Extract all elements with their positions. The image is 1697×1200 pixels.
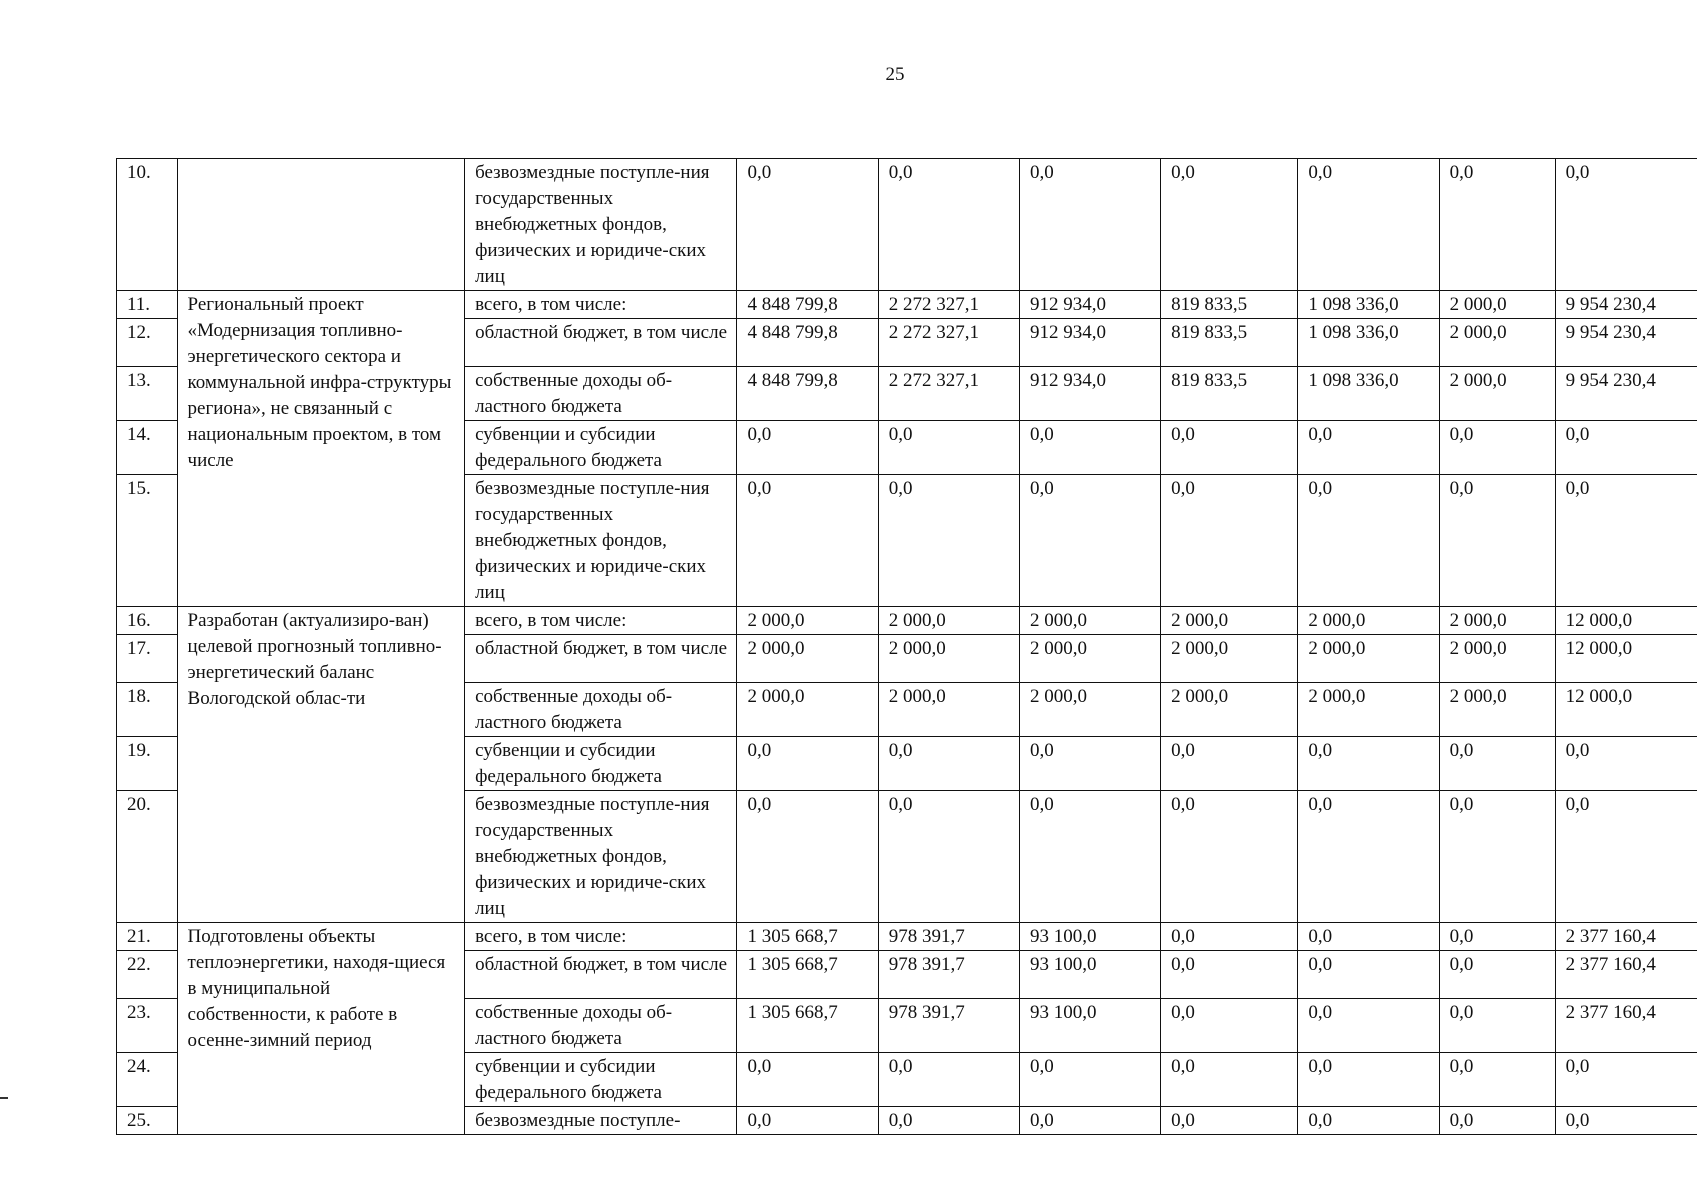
value-year-2: 978 391,7 bbox=[878, 923, 1019, 951]
funding-source: субвенции и субсидии федерального бюджета bbox=[465, 421, 737, 475]
value-total: 9 954 230,4 bbox=[1555, 319, 1697, 367]
value-year-3: 0,0 bbox=[1019, 159, 1160, 291]
row-number: 19. bbox=[117, 737, 178, 791]
value-year-5: 0,0 bbox=[1298, 737, 1439, 791]
margin-mark bbox=[0, 1097, 8, 1099]
funding-source: областной бюджет, в том числе bbox=[465, 635, 737, 683]
value-year-4: 0,0 bbox=[1161, 159, 1298, 291]
value-year-4: 0,0 bbox=[1161, 1107, 1298, 1135]
value-year-1: 0,0 bbox=[737, 1053, 878, 1107]
value-total: 9 954 230,4 bbox=[1555, 367, 1697, 421]
value-year-6: 0,0 bbox=[1439, 951, 1555, 999]
funding-source: областной бюджет, в том числе bbox=[465, 319, 737, 367]
value-year-5: 0,0 bbox=[1298, 475, 1439, 607]
value-year-6: 0,0 bbox=[1439, 923, 1555, 951]
value-year-5: 0,0 bbox=[1298, 923, 1439, 951]
value-year-1: 0,0 bbox=[737, 1107, 878, 1135]
value-year-3: 0,0 bbox=[1019, 475, 1160, 607]
value-year-2: 0,0 bbox=[878, 1053, 1019, 1107]
project-name: Подготовлены объекты теплоэнергетики, находя-щиеся в муниципальной собственности, к работе в осенне-зимний период bbox=[177, 923, 465, 1135]
funding-source: всего, в том числе: bbox=[465, 291, 737, 319]
value-year-3: 2 000,0 bbox=[1019, 635, 1160, 683]
value-year-3: 0,0 bbox=[1019, 421, 1160, 475]
funding-source: собственные доходы об-ластного бюджета bbox=[465, 999, 737, 1053]
table-row bbox=[117, 607, 1697, 635]
value-year-3: 912 934,0 bbox=[1019, 319, 1160, 367]
value-total: 0,0 bbox=[1555, 1053, 1697, 1107]
value-year-4: 2 000,0 bbox=[1161, 607, 1298, 635]
funding-source: субвенции и субсидии федерального бюджета bbox=[465, 1053, 737, 1107]
value-year-6: 0,0 bbox=[1439, 421, 1555, 475]
value-year-2: 2 000,0 bbox=[878, 635, 1019, 683]
value-year-3: 0,0 bbox=[1019, 1053, 1160, 1107]
row-number: 12. bbox=[117, 319, 178, 367]
funding-source: безвозмездные поступле- bbox=[465, 1107, 737, 1135]
value-year-4: 819 833,5 bbox=[1161, 319, 1298, 367]
page-number: 25 bbox=[885, 64, 905, 85]
value-year-4: 0,0 bbox=[1161, 923, 1298, 951]
value-year-3: 912 934,0 bbox=[1019, 367, 1160, 421]
value-year-3: 0,0 bbox=[1019, 1107, 1160, 1135]
budget-table bbox=[116, 158, 1697, 1135]
value-year-6: 2 000,0 bbox=[1439, 635, 1555, 683]
funding-source: субвенции и субсидии федерального бюджета bbox=[465, 737, 737, 791]
table-row bbox=[117, 291, 1697, 319]
value-year-1: 1 305 668,7 bbox=[737, 923, 878, 951]
value-total: 2 377 160,4 bbox=[1555, 999, 1697, 1053]
value-year-4: 2 000,0 bbox=[1161, 635, 1298, 683]
value-year-1: 0,0 bbox=[737, 159, 878, 291]
value-year-5: 0,0 bbox=[1298, 421, 1439, 475]
value-year-4: 0,0 bbox=[1161, 1053, 1298, 1107]
value-year-6: 2 000,0 bbox=[1439, 291, 1555, 319]
table-body bbox=[117, 159, 1697, 1135]
value-year-4: 819 833,5 bbox=[1161, 291, 1298, 319]
value-year-1: 0,0 bbox=[737, 791, 878, 923]
value-year-6: 0,0 bbox=[1439, 475, 1555, 607]
value-total: 0,0 bbox=[1555, 791, 1697, 923]
value-year-1: 4 848 799,8 bbox=[737, 367, 878, 421]
row-number: 20. bbox=[117, 791, 178, 923]
value-year-5: 1 098 336,0 bbox=[1298, 319, 1439, 367]
row-number: 22. bbox=[117, 951, 178, 999]
value-year-1: 0,0 bbox=[737, 737, 878, 791]
value-year-5: 0,0 bbox=[1298, 1053, 1439, 1107]
value-year-6: 2 000,0 bbox=[1439, 367, 1555, 421]
value-year-1: 4 848 799,8 bbox=[737, 319, 878, 367]
value-total: 0,0 bbox=[1555, 1107, 1697, 1135]
funding-source: безвозмездные поступле-ния государственных внебюджетных фондов, физических и юридиче-ских лиц bbox=[465, 159, 737, 291]
funding-source: безвозмездные поступле-ния государственных внебюджетных фондов, физических и юридиче-ских лиц bbox=[465, 475, 737, 607]
row-number: 23. bbox=[117, 999, 178, 1053]
value-year-1: 1 305 668,7 bbox=[737, 999, 878, 1053]
funding-source: областной бюджет, в том числе bbox=[465, 951, 737, 999]
value-year-2: 0,0 bbox=[878, 475, 1019, 607]
value-year-2: 2 000,0 bbox=[878, 683, 1019, 737]
value-total: 9 954 230,4 bbox=[1555, 291, 1697, 319]
project-name: Разработан (актуализиро-ван) целевой прогнозный топливно-энергетический баланс Вологодской облас-ти bbox=[177, 607, 465, 923]
value-year-1: 1 305 668,7 bbox=[737, 951, 878, 999]
row-number: 14. bbox=[117, 421, 178, 475]
row-number: 13. bbox=[117, 367, 178, 421]
value-year-5: 0,0 bbox=[1298, 1107, 1439, 1135]
value-year-4: 0,0 bbox=[1161, 999, 1298, 1053]
value-year-2: 2 000,0 bbox=[878, 607, 1019, 635]
value-year-1: 4 848 799,8 bbox=[737, 291, 878, 319]
value-year-6: 0,0 bbox=[1439, 1053, 1555, 1107]
value-year-5: 1 098 336,0 bbox=[1298, 291, 1439, 319]
row-number: 25. bbox=[117, 1107, 178, 1135]
value-year-3: 2 000,0 bbox=[1019, 607, 1160, 635]
value-year-4: 0,0 bbox=[1161, 475, 1298, 607]
value-year-3: 93 100,0 bbox=[1019, 923, 1160, 951]
value-year-6: 2 000,0 bbox=[1439, 319, 1555, 367]
funding-source: собственные доходы об-ластного бюджета bbox=[465, 683, 737, 737]
value-year-4: 0,0 bbox=[1161, 737, 1298, 791]
value-year-1: 2 000,0 bbox=[737, 635, 878, 683]
value-year-5: 1 098 336,0 bbox=[1298, 367, 1439, 421]
funding-source: безвозмездные поступле-ния государственных внебюджетных фондов, физических и юридиче-ских лиц bbox=[465, 791, 737, 923]
value-year-6: 2 000,0 bbox=[1439, 607, 1555, 635]
value-year-2: 2 272 327,1 bbox=[878, 291, 1019, 319]
row-number: 17. bbox=[117, 635, 178, 683]
value-year-2: 0,0 bbox=[878, 159, 1019, 291]
value-total: 0,0 bbox=[1555, 737, 1697, 791]
row-number: 15. bbox=[117, 475, 178, 607]
value-year-2: 2 272 327,1 bbox=[878, 319, 1019, 367]
value-year-2: 0,0 bbox=[878, 1107, 1019, 1135]
value-year-1: 0,0 bbox=[737, 421, 878, 475]
value-year-3: 0,0 bbox=[1019, 791, 1160, 923]
value-year-5: 2 000,0 bbox=[1298, 607, 1439, 635]
value-total: 12 000,0 bbox=[1555, 607, 1697, 635]
value-year-2: 0,0 bbox=[878, 421, 1019, 475]
value-year-4: 0,0 bbox=[1161, 791, 1298, 923]
value-year-5: 0,0 bbox=[1298, 791, 1439, 923]
value-year-6: 0,0 bbox=[1439, 1107, 1555, 1135]
value-total: 12 000,0 bbox=[1555, 635, 1697, 683]
value-year-1: 2 000,0 bbox=[737, 607, 878, 635]
value-year-6: 0,0 bbox=[1439, 159, 1555, 291]
value-year-3: 2 000,0 bbox=[1019, 683, 1160, 737]
value-year-6: 2 000,0 bbox=[1439, 683, 1555, 737]
value-year-4: 819 833,5 bbox=[1161, 367, 1298, 421]
project-name bbox=[177, 159, 465, 291]
value-year-3: 93 100,0 bbox=[1019, 951, 1160, 999]
row-number: 18. bbox=[117, 683, 178, 737]
row-number: 24. bbox=[117, 1053, 178, 1107]
value-total: 2 377 160,4 bbox=[1555, 923, 1697, 951]
row-number: 16. bbox=[117, 607, 178, 635]
value-year-2: 0,0 bbox=[878, 791, 1019, 923]
funding-source: собственные доходы об-ластного бюджета bbox=[465, 367, 737, 421]
value-year-2: 2 272 327,1 bbox=[878, 367, 1019, 421]
value-year-5: 0,0 bbox=[1298, 159, 1439, 291]
value-year-3: 0,0 bbox=[1019, 737, 1160, 791]
value-total: 0,0 bbox=[1555, 159, 1697, 291]
value-year-3: 912 934,0 bbox=[1019, 291, 1160, 319]
value-year-2: 978 391,7 bbox=[878, 951, 1019, 999]
value-year-2: 978 391,7 bbox=[878, 999, 1019, 1053]
funding-source: всего, в том числе: bbox=[465, 607, 737, 635]
value-year-5: 0,0 bbox=[1298, 951, 1439, 999]
value-year-2: 0,0 bbox=[878, 737, 1019, 791]
project-name: Региональный проект «Модернизация топливно-энергетического сектора и коммунальной инфра-структуры региона», не связанный с национальным проектом, в том числе bbox=[177, 291, 465, 607]
value-year-6: 0,0 bbox=[1439, 737, 1555, 791]
value-year-5: 0,0 bbox=[1298, 999, 1439, 1053]
value-year-3: 93 100,0 bbox=[1019, 999, 1160, 1053]
row-number: 11. bbox=[117, 291, 178, 319]
value-year-4: 2 000,0 bbox=[1161, 683, 1298, 737]
value-total: 0,0 bbox=[1555, 475, 1697, 607]
value-year-6: 0,0 bbox=[1439, 999, 1555, 1053]
value-year-1: 0,0 bbox=[737, 475, 878, 607]
row-number: 21. bbox=[117, 923, 178, 951]
value-year-4: 0,0 bbox=[1161, 951, 1298, 999]
value-total: 2 377 160,4 bbox=[1555, 951, 1697, 999]
value-year-5: 2 000,0 bbox=[1298, 683, 1439, 737]
value-year-6: 0,0 bbox=[1439, 791, 1555, 923]
value-total: 12 000,0 bbox=[1555, 683, 1697, 737]
value-year-4: 0,0 bbox=[1161, 421, 1298, 475]
table-row bbox=[117, 159, 1697, 291]
table-row bbox=[117, 923, 1697, 951]
value-total: 0,0 bbox=[1555, 421, 1697, 475]
funding-source: всего, в том числе: bbox=[465, 923, 737, 951]
value-year-5: 2 000,0 bbox=[1298, 635, 1439, 683]
row-number: 10. bbox=[117, 159, 178, 291]
value-year-1: 2 000,0 bbox=[737, 683, 878, 737]
